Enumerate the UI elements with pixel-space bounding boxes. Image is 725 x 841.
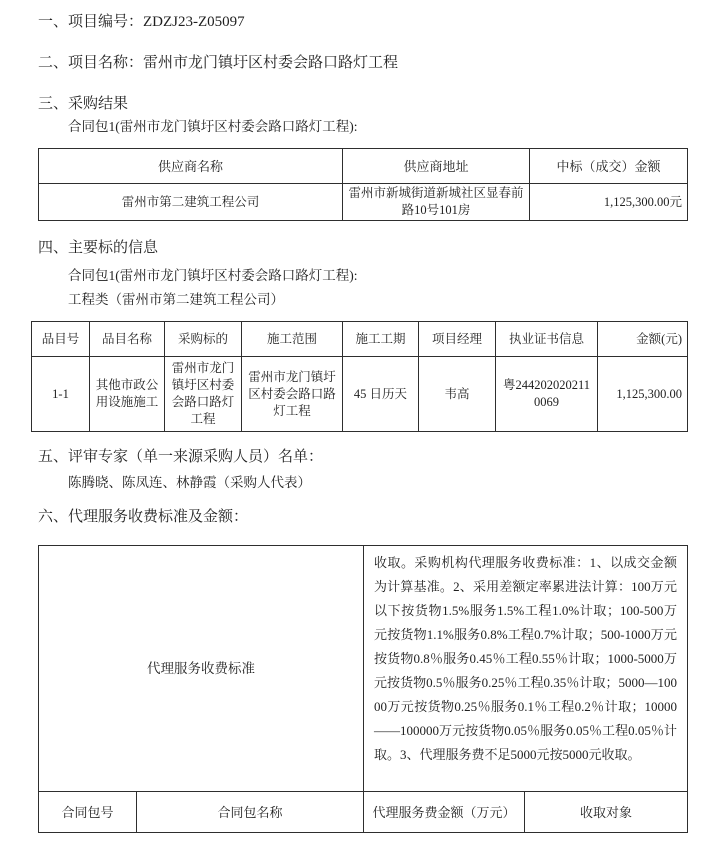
section-1-heading: 一、项目编号：ZDZJ23-Z05097 <box>38 14 245 30</box>
item-no-cell: 1-1 <box>32 357 90 432</box>
fee-payer-header: 收取对象 <box>525 792 688 833</box>
construction-period-header: 施工工期 <box>343 322 419 357</box>
table-header-row <box>32 322 688 357</box>
agency-fee-amount-header: 代理服务费金额（万元） <box>364 792 525 833</box>
fee-footer-header-row <box>39 792 688 833</box>
supplier-address-cell: 雷州市新城街道新城社区显春前路10号101房 <box>343 184 530 221</box>
section-2-heading: 二、项目名称：雷州市龙门镇圩区村委会路口路灯工程 <box>38 55 399 71</box>
procurement-result-table <box>38 148 688 221</box>
table-row <box>32 357 688 432</box>
contract-package-no-header: 合同包号 <box>39 792 137 833</box>
section-4-heading: 四、主要标的信息 <box>38 240 159 256</box>
section-4-package-line: 合同包1(雷州市龙门镇圩区村委会路口路灯工程): <box>68 268 358 283</box>
project-manager-header: 项目经理 <box>419 322 496 357</box>
section-6-heading: 六、代理服务收费标准及金额： <box>38 509 249 525</box>
license-info-header: 执业证书信息 <box>496 322 598 357</box>
construction-period-cell: 45 日历天 <box>343 357 419 432</box>
expert-names-line: 陈腾晓、陈凤连、林静霞（采购人代表） <box>68 475 311 490</box>
main-bid-info-table <box>31 321 688 432</box>
procurement-target-cell: 雷州市龙门镇圩区村委会路口路灯工程 <box>165 357 242 432</box>
table-row <box>39 184 688 221</box>
award-amount-cell: 1,125,300.00元 <box>530 184 688 221</box>
supplier-name-cell: 雷州市第二建筑工程公司 <box>39 184 343 221</box>
fee-standard-text-cell: 收取。采购机构代理服务收费标准：1、以成交金额为计算基准。2、采用差额定率累进法计算：100万元以下按货物1.5%服务1.5%工程1.0%计取；100-500万元按货物1.1%服务0.8%工程0.7%计取；500-1000万元按货物0.8％服务0.45％工程0.55％计取；1000-5000万元按货物0.5％服务0.25％工程0.35％计取；5000—10000万元按货物0.25％服务0.1％工程0.2％计取；10000——100000万元按货物0.05％服务0.05％工程0.05％计取。3、代理服务费不足5000元按5000元收取。 <box>364 546 688 792</box>
supplier-address-header: 供应商地址 <box>343 149 530 184</box>
amount-header: 金额(元) <box>598 322 688 357</box>
award-amount-header: 中标（成交）金额 <box>530 149 688 184</box>
fee-standard-row <box>39 546 688 792</box>
item-name-cell: 其他市政公用设施施工 <box>90 357 165 432</box>
item-no-header: 品目号 <box>32 322 90 357</box>
table-header-row <box>39 149 688 184</box>
contract-package-name-header: 合同包名称 <box>137 792 364 833</box>
amount-cell: 1,125,300.00 <box>598 357 688 432</box>
item-name-header: 品目名称 <box>90 322 165 357</box>
section-5-heading: 五、评审专家（单一来源采购人员）名单： <box>38 449 324 465</box>
section-3-package-line: 合同包1(雷州市龙门镇圩区村委会路口路灯工程): <box>68 119 358 134</box>
agency-fee-table <box>38 545 688 833</box>
supplier-name-header: 供应商名称 <box>39 149 343 184</box>
construction-scope-header: 施工范围 <box>242 322 343 357</box>
fee-standard-label-cell: 代理服务收费标准 <box>39 546 364 792</box>
project-manager-cell: 韦高 <box>419 357 496 432</box>
section-3-heading: 三、采购结果 <box>38 96 129 112</box>
procurement-target-header: 采购标的 <box>165 322 242 357</box>
construction-scope-cell: 雷州市龙门镇圩区村委会路口路灯工程 <box>242 357 343 432</box>
license-info-cell: 粤2442020202110069 <box>496 357 598 432</box>
section-4-category-line: 工程类（雷州市第二建筑工程公司） <box>68 292 284 307</box>
